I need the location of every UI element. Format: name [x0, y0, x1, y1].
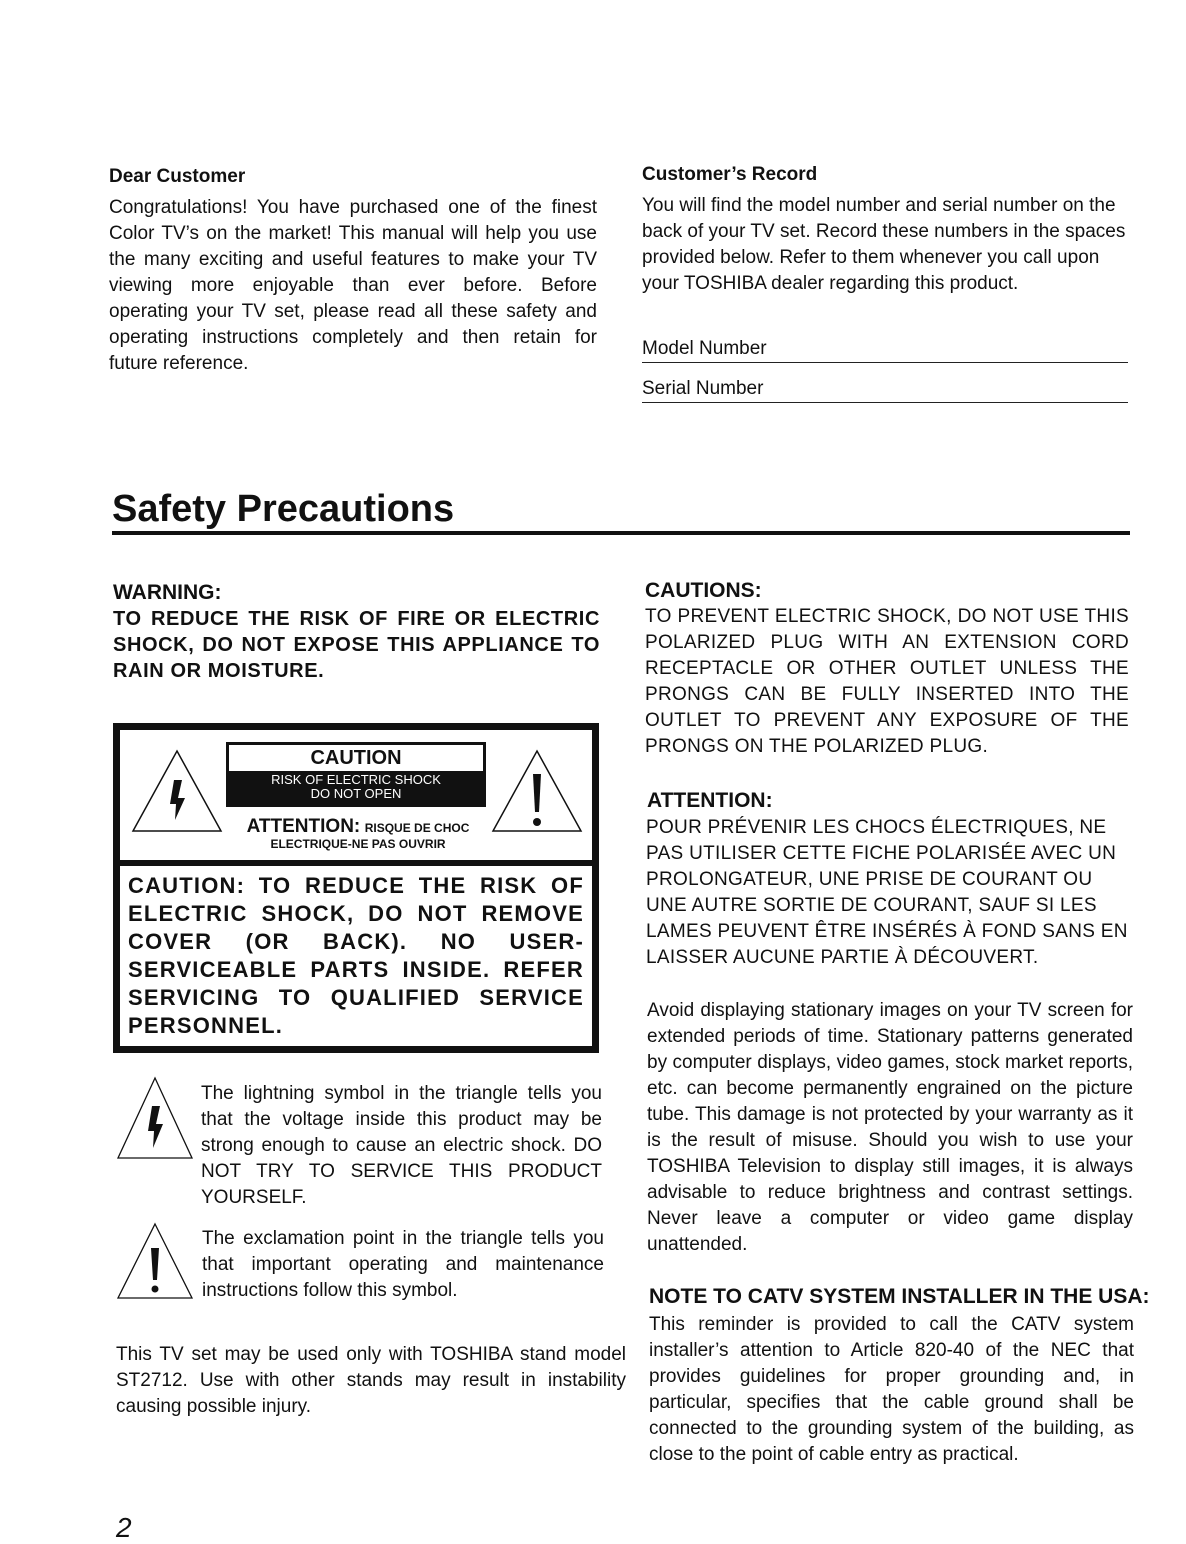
attention-heading: ATTENTION: [647, 789, 773, 812]
exclamation-warning-icon [490, 748, 584, 834]
exclamation-symbol-text: The exclamation point in the triangle tells you that important operating and maintenance instructions follow this symbol. [202, 1228, 604, 1301]
caution-label-line2: DO NOT OPEN [310, 786, 402, 801]
warning-heading: WARNING: [113, 581, 222, 604]
caution-label-warning [229, 771, 483, 804]
attention-body: POUR PRÉVENIR LES CHOCS ÉLECTRIQUES, NE PAS UTILISER CETTE FICHE POLARISÉE AVEC UN PROLONGATEUR, UNE PRISE DE COURANT OU UNE AUTRE SORTIE DE COURANT, SAUF SI LES LAMES PEUVENT ÊTRE INSÉRÉS À FOND SANS EN LAISSER AUCUNE PARTIE À DÉCOUVERT. [646, 817, 1128, 968]
dear-customer-heading: Dear Customer [109, 166, 246, 187]
caution-label [226, 742, 486, 807]
section-title: Safety Precautions [112, 488, 455, 530]
lightning-symbol-text: The lightning symbol in the triangle tells you that the voltage inside this product may be strong enough to cause an electric shock. DO NOT TRY TO SERVICE THIS PRODUCT YOURSELF. [201, 1083, 602, 1208]
caution-box-text: CAUTION: TO REDUCE THE RISK OF ELECTRIC SHOCK, DO NOT REMOVE COVER (OR BACK). NO USER-SERVICEABLE PARTS INSIDE. REFER SERVICING TO QUALIFIED SERVICE PERSONNEL. [128, 873, 584, 1038]
serial-number-label: Serial Number [642, 378, 764, 399]
dear-customer-body: Congratulations! You have purchased one of the finest Color TV’s on the market! This manual will help you use the many exciting and useful features to make your TV viewing more enjoyable than ever before. Before operating your TV set, please read all these safety and operating instructions completely and then retain for future reference. [109, 197, 597, 374]
model-number-label: Model Number [642, 338, 767, 359]
attention-small: RISQUE DE CHOC [364, 821, 470, 835]
caution-label-title: CAUTION [310, 747, 402, 769]
exclamation-triangle-icon [116, 1222, 194, 1300]
title-rule [112, 531, 1130, 535]
caution-label-line1: RISK OF ELECTRIC SHOCK [271, 772, 441, 787]
model-number-field [642, 338, 1128, 363]
caution-label-header [120, 730, 592, 866]
warning-body: TO REDUCE THE RISK OF FIRE OR ELECTRIC SHOCK, DO NOT EXPOSE THIS APPLIANCE TO RAIN OR MOISTURE. [113, 608, 600, 682]
customers-record-heading: Customer’s Record [642, 164, 818, 185]
lightning-warning-icon [130, 748, 224, 834]
attention-big: ATTENTION: [246, 816, 361, 837]
catv-body: This reminder is provided to call the CATV system installer’s attention to Article 820-40 of the NEC that provides guidelines for proper grounding and, in particular, specifies that the cable ground shall be connected to the grounding system of the building, as close to the point of cable entry as practical. [649, 1314, 1134, 1465]
page-number: 2 [116, 1512, 132, 1543]
cautions-body: TO PREVENT ELECTRIC SHOCK, DO NOT USE THIS POLARIZED PLUG WITH AN EXTENSION CORD RECEPTACLE OR OTHER OUTLET UNLESS THE PRONGS CAN BE FULLY INSERTED INTO THE OUTLET TO PREVENT ANY EXPOSURE OF THE PRONGS ON THE POLARIZED PLUG. [645, 606, 1129, 757]
caution-label-box [113, 723, 599, 1053]
catv-heading: NOTE TO CATV SYSTEM INSTALLER IN THE USA: [649, 1285, 1150, 1308]
serial-number-field [642, 378, 1128, 403]
stand-note: This TV set may be used only with TOSHIBA stand model ST2712. Use with other stands may result in instability causing possible injury. [116, 1344, 626, 1417]
stationary-images-text: Avoid displaying stationary images on your TV screen for extended periods of time. Stationary patterns generated by computer displays, video games, stock market reports, etc. can become permanently engrained on the picture tube. This damage is not protected by your warranty as it is the result of misuse. Should you wish to use your TOSHIBA Television to display still images, it is always advisable to reduce brightness and contrast settings. Never leave a computer or video game display unattended. [647, 1000, 1133, 1255]
attention-sub: ELECTRIQUE-NE PAS OUVRIR [270, 837, 446, 851]
customers-record-body: You will find the model number and serial number on the back of your TV set. Record these numbers in the spaces provided below. Refer to them whenever you call upon your TOSHIBA dealer regarding this product. [642, 195, 1126, 294]
attention-line [232, 816, 484, 851]
lightning-triangle-icon [116, 1076, 194, 1160]
cautions-heading: CAUTIONS: [645, 579, 762, 602]
